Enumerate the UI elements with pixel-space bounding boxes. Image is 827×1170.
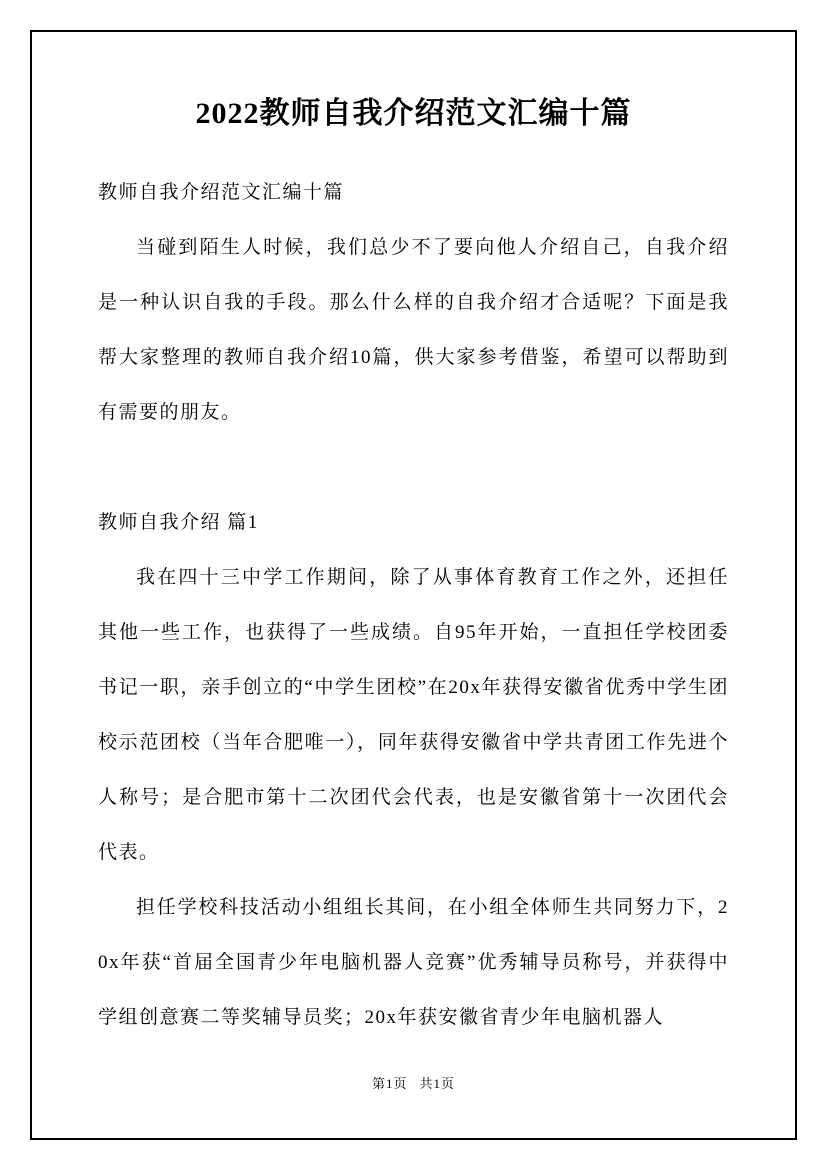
page-footer [32,1073,795,1092]
page-number: 第1页 [371,1076,408,1091]
page-border [30,30,797,1140]
paragraph-lead: 当碰到陌生人时候，我们总少不了要向他人介绍自己，自我介绍是一种认识自我的手段。那么什么样的自我介绍才合适呢？下面是我帮大家整理的教师自我介绍10篇，供大家参考借鉴，希望可以帮助到有需要的朋友。 [98,237,729,423]
section-heading: 教师自我介绍 篇1 [98,512,259,533]
paragraph-body-2: 担任学校科技活动小组组长其间，在小组全体师生共同努力下，20x年获“首届全国青少年电脑机器人竞赛”优秀辅导员称号，并获得中学组创意赛二等奖辅导员奖；20x年获安徽省青少年电脑机器人 [98,897,729,1028]
paragraph-subtitle: 教师自我介绍范文汇编十篇 [98,182,345,203]
page-title: 2022教师自我介绍范文汇编十篇 [195,97,632,130]
total-pages: 共1页 [419,1076,456,1091]
paragraph-body-1: 我在四十三中学工作期间，除了从事体育教育工作之外，还担任其他一些工作，也获得了一些成绩。自95年开始，一直担任学校团委书记一职，亲手创立的“中学生团校”在20x年获得安徽省优秀中学生团校示范团校（当年合肥唯一），同年获得安徽省中学共青团工作先进个人称号；是合肥市第十二次团代会代表，也是安徽省第十一次团代会代表。 [98,567,729,863]
